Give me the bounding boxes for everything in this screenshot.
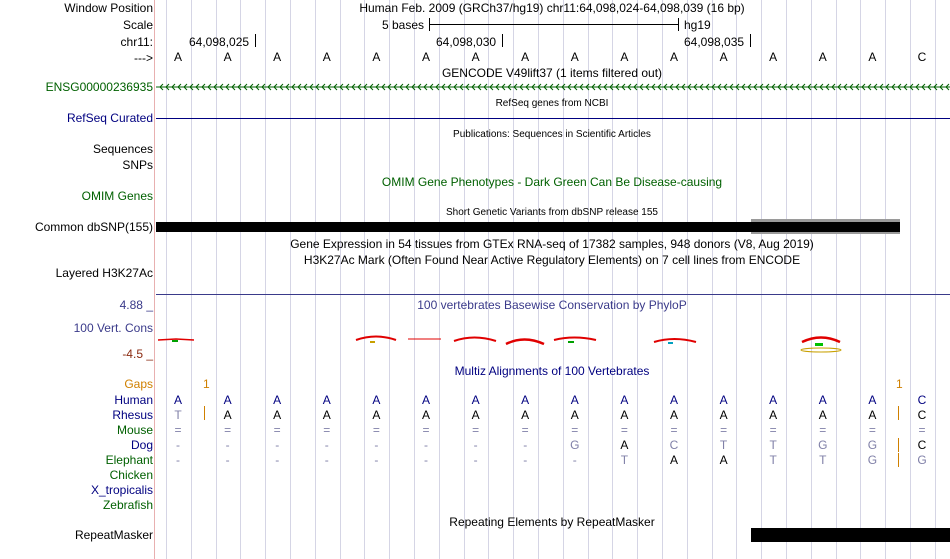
alignment-base: A [471, 393, 480, 407]
label-separator [154, 0, 155, 559]
sequence-base: A [769, 50, 778, 64]
publications-track-title[interactable]: Publications: Sequences in Scientific Articles [453, 129, 651, 140]
alignment-base: A [620, 408, 629, 422]
alignment-base: T [769, 453, 777, 467]
window-position-label: Window Position [64, 1, 153, 15]
multiz-track-title[interactable]: Multiz Alignments of 100 Vertebrates [454, 364, 650, 378]
position-label-3: 64,098,035 [684, 35, 745, 49]
alignment-base: = [868, 423, 876, 437]
alignment-base: A [273, 393, 282, 407]
alignment-base: - [225, 438, 230, 452]
alignment-base: A [620, 393, 629, 407]
sequence-base: A [173, 50, 182, 64]
alignment-base: A [421, 408, 430, 422]
sequence-base: A [521, 50, 530, 64]
alignment-base: = [769, 423, 777, 437]
alignment-base: - [424, 453, 428, 467]
position-label-2: 64,098,030 [436, 35, 497, 49]
alignment-base: T [620, 453, 629, 467]
alignment-base: A [322, 393, 331, 407]
sequence-base: A [868, 50, 877, 64]
alignment-base: A [223, 393, 232, 407]
alignment-base: C [917, 438, 927, 452]
alignment-base: A [769, 408, 778, 422]
alignment-base: = [372, 423, 380, 437]
alignment-base: C [669, 438, 679, 452]
gap-line-rhesus [204, 406, 205, 420]
refseq-gene-feature[interactable] [156, 118, 950, 119]
alignment-base: = [273, 423, 281, 437]
alignment-base: A [818, 393, 827, 407]
dbsnp-feature-core[interactable] [751, 222, 900, 232]
alignment-base: - [324, 438, 329, 452]
alignment-base: A [521, 408, 530, 422]
assembly-position: Human Feb. 2009 (GRCh37/hg19) chr11:64,098,024-64,098,039 (16 bp) [359, 1, 745, 15]
alignment-base: A [322, 408, 331, 422]
alignment-base: G [867, 438, 878, 452]
sequence-base: A [570, 50, 579, 64]
alignment-base: A [669, 408, 678, 422]
alignment-base: T [174, 408, 182, 422]
gtex-track-title[interactable]: Gene Expression in 54 tissues from GTEx RNA-seq of 17382 samples, 948 donors (V8, Aug 2019) [290, 237, 814, 251]
alignment-base: = [620, 423, 628, 437]
sequence-base: A [273, 50, 282, 64]
alignment-base: A [372, 393, 381, 407]
repeatmasker-label[interactable]: RepeatMasker [74, 528, 153, 542]
phylop-label[interactable]: 100 Vert. Cons [73, 321, 153, 335]
phylop-track-title[interactable]: 100 vertebrates Basewise Conservation by PhyloP [417, 298, 687, 312]
alignment-base: A [719, 393, 728, 407]
alignment-base: = [571, 423, 579, 437]
alignment-base: = [224, 423, 232, 437]
alignment-base: - [275, 453, 280, 467]
alignment-base: = [521, 423, 529, 437]
gencode-track-title[interactable]: GENCODE V49lift37 (1 items filtered out) [441, 66, 663, 80]
repeatmasker-feature[interactable] [751, 528, 950, 542]
species-label[interactable]: Chicken [109, 468, 153, 482]
alignment-base: A [521, 393, 530, 407]
gap-line-dog [898, 438, 899, 452]
gap-line-rhesus-2 [898, 406, 899, 420]
refseq-label[interactable]: RefSeq Curated [66, 111, 153, 125]
alignment-base: C [917, 408, 927, 422]
alignment-base: T [769, 438, 777, 452]
h3k27ac-label[interactable]: Layered H3K27Ac [55, 266, 153, 280]
alignment-base: = [819, 423, 827, 437]
scale-label: Scale [122, 18, 153, 32]
alignment-base: - [523, 453, 528, 467]
sequences-label[interactable]: Sequences [92, 142, 153, 156]
dbsnp-track-title[interactable]: Short Genetic Variants from dbSNP release 155 [446, 207, 658, 218]
snps-label[interactable]: SNPs [122, 158, 153, 172]
alignment-base: A [570, 393, 579, 407]
alignment-base: - [424, 438, 428, 452]
scale-text: 5 bases [381, 18, 425, 32]
alignment-base: C [917, 393, 927, 407]
scale-bar [429, 24, 678, 25]
sequence-base: A [719, 50, 728, 64]
alignment-base: = [918, 423, 926, 437]
species-label[interactable]: X_tropicalis [90, 483, 153, 497]
alignment-base: - [374, 453, 379, 467]
h3k27ac-baseline [156, 294, 950, 295]
position-label-1: 64,098,025 [189, 35, 250, 49]
alignment-base: A [719, 453, 728, 467]
sequence-base: A [669, 50, 678, 64]
sequence-base: C [917, 50, 927, 64]
alignment-base: G [570, 438, 580, 452]
alignment-base: A [669, 453, 678, 467]
strand-label: ---> [134, 51, 153, 65]
species-label[interactable]: Zebrafish [102, 498, 153, 512]
gap-line-elephant [898, 453, 899, 467]
sequence-base: A [322, 50, 331, 64]
dbsnp-label[interactable]: Common dbSNP(155) [34, 220, 153, 234]
species-label[interactable]: Mouse [116, 423, 153, 437]
position-tick-3 [750, 34, 751, 47]
alignment-base: G [867, 453, 878, 467]
alignment-base: A [669, 393, 678, 407]
alignment-base: - [374, 438, 379, 452]
alignment-base: = [422, 423, 430, 437]
alignment-base: A [421, 393, 430, 407]
phylop-signal[interactable] [156, 330, 950, 356]
sequence-base: A [223, 50, 232, 64]
scale-bar-left-tick [429, 18, 430, 31]
sequence-base: A [372, 50, 381, 64]
omim-track-title[interactable]: OMIM Gene Phenotypes - Dark Green Can Be Disease-causing [381, 175, 723, 189]
species-label[interactable]: Elephant [105, 453, 153, 467]
alignment-base: A [868, 408, 877, 422]
alignment-base: A [570, 408, 579, 422]
alignment-base: A [769, 393, 778, 407]
alignment-base: A [173, 393, 182, 407]
alignment-base: A [818, 408, 827, 422]
alignment-base: - [176, 453, 180, 467]
gap-mark-1: 1 [203, 377, 210, 391]
sequence-base: A [818, 50, 827, 64]
alignment-base: G [917, 453, 927, 467]
position-tick-1 [255, 34, 256, 47]
alignment-base: = [323, 423, 331, 437]
alignment-base: = [472, 423, 480, 437]
alignment-base: - [473, 453, 478, 467]
alignment-base: - [176, 438, 180, 452]
h3k27ac-track-title[interactable]: H3K27Ac Mark (Often Found Near Active Regulatory Elements) on 7 cell lines from ENCODE [303, 253, 801, 267]
position-tick-2 [502, 34, 503, 47]
sequence-base: A [620, 50, 629, 64]
alignment-base: A [223, 408, 232, 422]
scale-db: hg19 [684, 18, 711, 32]
gencode-gene-label[interactable]: ENSG00000236935 [45, 80, 153, 94]
alignment-base: = [174, 423, 182, 437]
alignment-base: A [868, 393, 877, 407]
species-label[interactable]: Rhesus [112, 408, 153, 422]
alignment-base: - [324, 453, 329, 467]
alignment-base: A [273, 408, 282, 422]
alignment-base: - [473, 438, 478, 452]
alignment-base: - [523, 438, 528, 452]
alignment-base: A [719, 408, 728, 422]
alignment-base: A [372, 408, 381, 422]
species-label[interactable]: Dog [130, 438, 153, 452]
alignment-base: - [275, 438, 280, 452]
species-label[interactable]: Human [114, 393, 153, 407]
alignment-base: - [572, 453, 577, 467]
gencode-gene-feature[interactable] [156, 82, 950, 92]
alignment-base: A [471, 408, 480, 422]
chr-label: chr11: [120, 35, 153, 49]
scale-bar-right-tick [678, 18, 679, 31]
refseq-track-title[interactable]: RefSeq genes from NCBI [495, 98, 609, 109]
gap-mark-2: 1 [896, 377, 903, 391]
sequence-base: A [421, 50, 430, 64]
alignment-base: T [819, 453, 827, 467]
alignment-base: = [670, 423, 678, 437]
alignment-base: - [225, 453, 230, 467]
repeatmasker-track-title[interactable]: Repeating Elements by RepeatMasker [449, 515, 655, 529]
alignment-base: G [818, 438, 828, 452]
omim-label[interactable]: OMIM Genes [81, 189, 153, 203]
gaps-label: Gaps [124, 377, 153, 391]
phylop-max-label: 4.88 _ [119, 298, 153, 312]
alignment-base: = [720, 423, 728, 437]
phylop-min-label: -4.5 _ [122, 347, 153, 361]
alignment-base: A [620, 438, 629, 452]
alignment-base: T [719, 438, 728, 452]
sequence-base: A [471, 50, 480, 64]
